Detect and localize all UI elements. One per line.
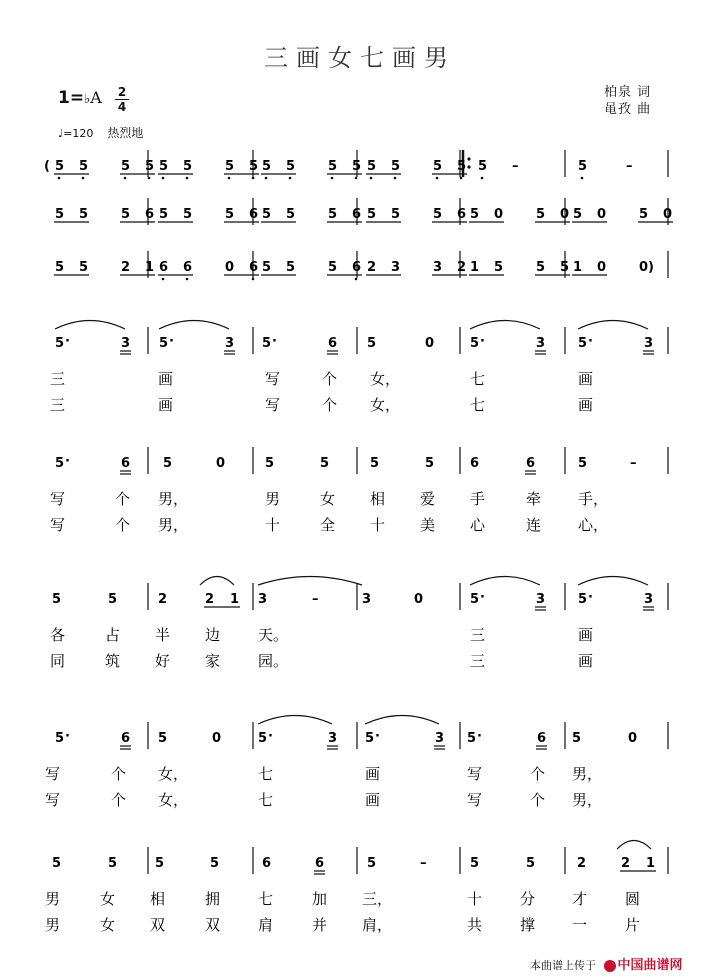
lyric-char: 十 [265, 516, 281, 534]
lyric-char: 手 [470, 490, 486, 508]
slur [200, 577, 234, 586]
slur [617, 841, 651, 850]
note: 2 [621, 856, 631, 871]
note: 3 [435, 731, 445, 746]
octave-dot [394, 177, 397, 180]
augmentation-dot: · [480, 590, 485, 605]
lyric-char: 加 [312, 890, 328, 908]
slur [578, 577, 648, 586]
note: 5 [52, 592, 62, 607]
lyric-char: 写 [50, 516, 66, 534]
note: 5 [121, 159, 131, 174]
octave-dot [186, 177, 189, 180]
flat-sign: ♭ [84, 92, 91, 107]
note: 6 [121, 731, 131, 746]
note: 5 [320, 456, 330, 471]
note: 0 [628, 731, 638, 746]
lyric-char: 连 [526, 516, 542, 534]
note: 5 [159, 207, 169, 222]
note: 5 [470, 592, 480, 607]
lyric-char: 画 [158, 396, 174, 414]
note: 5 [265, 456, 275, 471]
lyric-char: 手， [578, 490, 609, 508]
expression-text: 热烈地 [107, 126, 144, 140]
lyric-char: 个 [111, 765, 127, 783]
note: 5 [470, 207, 480, 222]
note: 5 [367, 207, 377, 222]
octave-dot [331, 177, 334, 180]
lyric-char: 双 [150, 916, 166, 934]
lyric-char: 相 [150, 890, 166, 908]
key-prefix: 1= [58, 88, 85, 108]
note: 5 [328, 260, 338, 275]
note: 5 [225, 159, 235, 174]
note: 6 [352, 207, 362, 222]
lyric-char: 分 [520, 890, 536, 908]
lyric-char: 相 [370, 490, 386, 508]
note: 3 [433, 260, 443, 275]
slur [55, 321, 125, 330]
note: 5 [365, 731, 375, 746]
note: 5 [79, 260, 89, 275]
note: 1 [646, 856, 656, 871]
lyric-char: 写 [265, 370, 281, 388]
tempo-value: ♩=120 [58, 127, 94, 140]
note: 5 [262, 207, 272, 222]
note: 3 [362, 592, 372, 607]
footer-credit [530, 954, 683, 973]
lyric-char: 写 [45, 765, 61, 783]
lyric-char: 共 [467, 916, 483, 934]
note: 5 [108, 856, 118, 871]
note: 5 [370, 456, 380, 471]
lyric-char: 女， [370, 370, 401, 388]
note: 5 [55, 159, 65, 174]
note: 5 [55, 336, 65, 351]
note: 5 [470, 856, 480, 871]
note: 6 [457, 207, 467, 222]
lyric-char: 好 [155, 652, 171, 670]
lyric-char: 家 [205, 652, 221, 670]
lyric-char: 三 [50, 396, 66, 414]
note: 5 [159, 336, 169, 351]
augmentation-dot: · [65, 729, 70, 744]
note: 5 [55, 456, 65, 471]
lyric-char: 才 [572, 890, 588, 908]
note: 6 [183, 260, 193, 275]
lyric-char: 心， [578, 516, 609, 534]
lyric-char: 肩 [258, 916, 274, 934]
note: 5 [478, 159, 488, 174]
lyric-char: 三 [470, 652, 486, 670]
octave-dot [370, 177, 373, 180]
note: 5 [155, 856, 165, 871]
lyric-char: 画 [578, 396, 594, 414]
octave-dot [265, 177, 268, 180]
lyric-char: 画 [578, 626, 594, 644]
note: 5 [578, 592, 588, 607]
note: 5 [433, 159, 443, 174]
lyric-char: 双 [205, 916, 221, 934]
note: 6 [328, 336, 338, 351]
octave-dot [162, 278, 165, 281]
lyric-char: 并 [312, 916, 328, 934]
lyric-char: 七 [258, 765, 274, 783]
lyric-char: 写 [467, 791, 483, 809]
note: 5 [391, 207, 401, 222]
note: 5 [578, 456, 588, 471]
note: 6 [249, 207, 259, 222]
lyric-char: 写 [467, 765, 483, 783]
note: 1 [230, 592, 240, 607]
note: 3 [536, 336, 546, 351]
note: 6 [121, 456, 131, 471]
augmentation-dot: · [477, 729, 482, 744]
lyric-char: 男， [158, 490, 189, 508]
octave-dot [252, 278, 255, 281]
octave-dot [436, 177, 439, 180]
lyric-char: 男 [265, 490, 281, 508]
note: 5 [367, 159, 377, 174]
note: 2 [158, 592, 168, 607]
octave-dot [228, 177, 231, 180]
note: 2 [577, 856, 587, 871]
note: 5 [262, 159, 272, 174]
lyric-char: 十 [467, 890, 483, 908]
lyric-char: 写 [50, 490, 66, 508]
note: 5 [249, 159, 259, 174]
note: 5 [210, 856, 220, 871]
augmentation-dot: · [588, 590, 593, 605]
lyric-char: 园。 [258, 652, 289, 670]
lyric-char: 画 [158, 370, 174, 388]
note: 5 [52, 856, 62, 871]
footer-text: 本曲谱上传于 [530, 959, 596, 972]
lyric-char: 全 [320, 516, 336, 534]
note: 6 [470, 456, 480, 471]
note: 0 [663, 207, 673, 222]
lyric-char: 个 [530, 791, 546, 809]
note: 5 [367, 336, 377, 351]
song-title: 三画女七画男 [264, 44, 456, 72]
lyric-char: 女， [158, 765, 189, 783]
augmentation-dot: · [169, 334, 174, 349]
note: 5 [352, 159, 362, 174]
note: 5 [286, 159, 296, 174]
note: 6 [262, 856, 272, 871]
repeat-dot [467, 157, 470, 160]
augmentation-dot: · [65, 334, 70, 349]
octave-dot [481, 177, 484, 180]
augmentation-dot: · [375, 729, 380, 744]
lyric-char: 三 [50, 370, 66, 388]
octave-dot [252, 177, 255, 180]
lyric-char: 女 [320, 490, 336, 508]
lyric-char: 个 [115, 490, 131, 508]
lyric-char: 七 [258, 791, 274, 809]
note: 5 [286, 260, 296, 275]
repeat-dot [467, 165, 470, 168]
lyric-char: 个 [111, 791, 127, 809]
octave-dot [355, 177, 358, 180]
note: 6 [249, 260, 259, 275]
note: 5 [494, 260, 504, 275]
note: 5 [367, 856, 377, 871]
note: 3 [644, 336, 654, 351]
lyric-char: 三， [362, 890, 393, 908]
note: 5 [639, 207, 649, 222]
lyric-char: 十 [370, 516, 386, 534]
augmentation-dot: · [588, 334, 593, 349]
close-paren: ) [648, 260, 654, 275]
slur [258, 716, 332, 725]
lyric-char: 七 [470, 396, 486, 414]
note: 3 [328, 731, 338, 746]
note: 5 [183, 207, 193, 222]
note: 5 [55, 260, 65, 275]
note: 5 [526, 856, 536, 871]
lyric-char: 占 [105, 626, 121, 644]
lyric-char: 女， [158, 791, 189, 809]
lyric-char: 边 [205, 626, 221, 644]
note: 5 [225, 207, 235, 222]
augmentation-dot: · [480, 334, 485, 349]
note: – [626, 159, 633, 174]
octave-dot [460, 177, 463, 180]
note: 5 [425, 456, 435, 471]
lyric-char: 一 [572, 916, 588, 934]
key-note: A [90, 88, 102, 107]
note: 0 [414, 592, 424, 607]
note: 5 [79, 159, 89, 174]
note: 5 [108, 592, 118, 607]
lyric-char: 写 [265, 396, 281, 414]
octave-dot [162, 177, 165, 180]
lyric-char: 筑 [105, 652, 121, 670]
lyric-char: 牵 [526, 490, 542, 508]
lyric-char: 七 [470, 370, 486, 388]
note: 0 [597, 260, 607, 275]
lyric-char: 男， [572, 765, 603, 783]
note: 6 [537, 731, 547, 746]
lyric-char: 片 [625, 916, 641, 934]
lyric-char: 画 [365, 791, 381, 809]
note: 5 [121, 207, 131, 222]
note: 5 [536, 207, 546, 222]
note: 2 [205, 592, 215, 607]
note: 0 [212, 731, 222, 746]
octave-dot [186, 278, 189, 281]
octave-dot [82, 177, 85, 180]
note: 6 [145, 207, 155, 222]
lyric-char: 拥 [205, 890, 221, 908]
note: – [630, 456, 637, 471]
lyric-char: 七 [258, 890, 274, 908]
note: 5 [572, 731, 582, 746]
octave-dot [124, 177, 127, 180]
note: 5 [457, 159, 467, 174]
note: 5 [328, 207, 338, 222]
octave-dot [581, 177, 584, 180]
lyric-char: 圆 [625, 890, 641, 908]
lyric-char: 个 [115, 516, 131, 534]
note: 5 [573, 207, 583, 222]
lyric-char: 三 [470, 626, 486, 644]
note: 5 [262, 336, 272, 351]
note: 5 [470, 336, 480, 351]
lyric-char: 女， [370, 396, 401, 414]
augmentation-dot: · [65, 454, 70, 469]
note: 5 [536, 260, 546, 275]
note: 5 [467, 731, 477, 746]
lyric-char: 个 [530, 765, 546, 783]
note: 5 [183, 159, 193, 174]
note: 6 [526, 456, 536, 471]
augmentation-dot: · [272, 334, 277, 349]
lyric-char: 男， [572, 791, 603, 809]
note: – [312, 592, 319, 607]
note: 6 [352, 260, 362, 275]
lyric-char: 同 [50, 652, 66, 670]
note: 5 [286, 207, 296, 222]
note: 5 [328, 159, 338, 174]
lyric-char: 女 [100, 890, 116, 908]
lyric-char: 女 [100, 916, 116, 934]
lyric-char: 心 [470, 516, 486, 534]
lyric-char: 肩， [362, 916, 393, 934]
note: 0 [216, 456, 226, 471]
note: 0 [560, 207, 570, 222]
lyric-char: 爱 [420, 490, 436, 508]
lyric-char: 画 [578, 370, 594, 388]
meter-top: 2 [117, 85, 127, 99]
lyric-char: 男 [45, 916, 61, 934]
note: 0 [494, 207, 504, 222]
note: 3 [391, 260, 401, 275]
note: 5 [578, 336, 588, 351]
lyric-char: 男， [158, 516, 189, 534]
note: 5 [145, 159, 155, 174]
octave-dot [355, 278, 358, 281]
slur [470, 321, 540, 330]
lyric-char: 半 [155, 626, 171, 644]
lyric-char: 撑 [520, 916, 536, 934]
note: 3 [225, 336, 235, 351]
note: 5 [159, 159, 169, 174]
note: – [512, 159, 519, 174]
note: 2 [121, 260, 131, 275]
octave-dot [148, 177, 151, 180]
note: 1 [573, 260, 583, 275]
note: 5 [55, 731, 65, 746]
note: 5 [158, 731, 168, 746]
slur [159, 321, 229, 330]
note: 3 [258, 592, 268, 607]
note: 6 [159, 260, 169, 275]
lyricist-credit: 柏泉 词 [604, 85, 652, 100]
meter-bottom: 4 [117, 100, 127, 114]
note: 0 [639, 260, 649, 275]
lyric-char: 男 [45, 890, 61, 908]
note: 2 [457, 260, 467, 275]
note: 1 [470, 260, 480, 275]
note: – [420, 856, 427, 871]
note: 3 [536, 592, 546, 607]
note: 5 [391, 159, 401, 174]
note: 5 [560, 260, 570, 275]
note: 0 [225, 260, 235, 275]
lyric-char: 写 [45, 791, 61, 809]
octave-dot [58, 177, 61, 180]
augmentation-dot: · [268, 729, 273, 744]
lyric-char: 美 [420, 516, 436, 534]
note: 5 [163, 456, 173, 471]
note: 5 [258, 731, 268, 746]
lyric-char: 个 [322, 370, 338, 388]
site-name: 中国曲谱网 [617, 958, 683, 973]
lyric-char: 画 [365, 765, 381, 783]
slur [258, 577, 362, 586]
slur [470, 577, 540, 586]
note: 5 [79, 207, 89, 222]
note: 3 [121, 336, 131, 351]
note: 0 [425, 336, 435, 351]
site-logo[interactable] [604, 958, 683, 973]
slur [365, 716, 439, 725]
note: 5 [433, 207, 443, 222]
lyric-char: 个 [322, 396, 338, 414]
lyric-char: 各 [50, 626, 66, 644]
slur [578, 321, 648, 330]
open-paren: ( [44, 159, 50, 174]
octave-dot [289, 177, 292, 180]
note: 5 [262, 260, 272, 275]
note: 3 [644, 592, 654, 607]
note: 2 [367, 260, 377, 275]
note: 0 [597, 207, 607, 222]
note: 1 [145, 260, 155, 275]
composer-credit: 黾孜 曲 [604, 102, 652, 117]
note: 6 [315, 856, 325, 871]
site-logo-icon [604, 960, 616, 972]
lyric-char: 画 [578, 652, 594, 670]
note: 5 [578, 159, 588, 174]
lyric-char: 天。 [258, 626, 289, 644]
note: 5 [55, 207, 65, 222]
